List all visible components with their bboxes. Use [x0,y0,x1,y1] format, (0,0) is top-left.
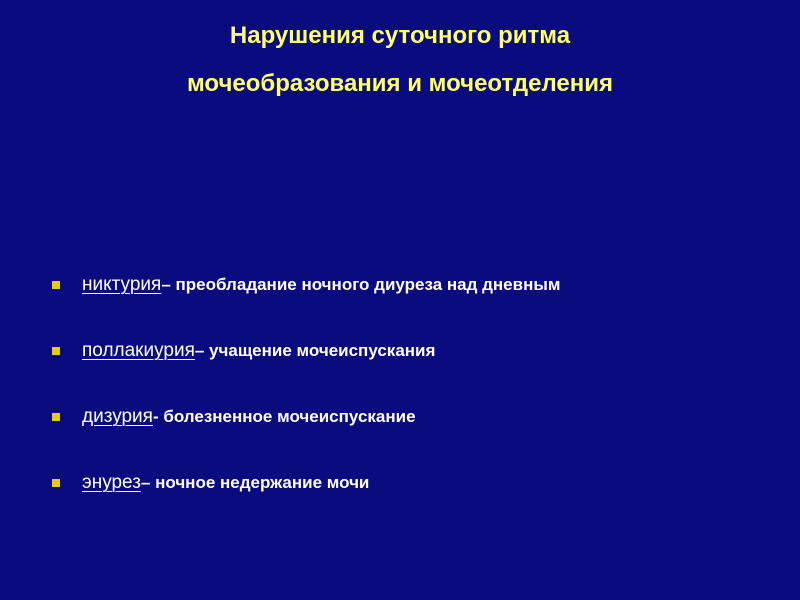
definition-text: – учащение мочеиспускания [194,341,436,360]
square-bullet-icon [52,479,60,487]
square-bullet-icon [52,413,60,421]
slide-title-line-1: Нарушения суточного ритма [229,22,571,49]
square-bullet-icon [52,347,60,355]
term-link[interactable]: энурез [82,472,141,493]
slide-title-line-2: мочеобразования и мочеотделения [186,70,614,97]
list-item-dysuria [52,400,560,434]
definition-text: - болезненное мочеиспускание [152,407,416,426]
term-link[interactable]: поллакиурия [82,340,195,361]
term-link[interactable]: дизурия [82,406,153,427]
slide-title [0,12,800,108]
list-item-enuresis [52,466,560,500]
list-item-pollakiuria [52,334,560,368]
square-bullet-icon [52,281,60,289]
definition-text: – ночное недержание мочи [140,473,370,492]
bullet-list [52,268,560,532]
list-item-nocturia [52,268,560,302]
term-link[interactable]: никтурия [82,274,162,295]
definition-text: – преобладание ночного диуреза над дневным [161,275,561,294]
